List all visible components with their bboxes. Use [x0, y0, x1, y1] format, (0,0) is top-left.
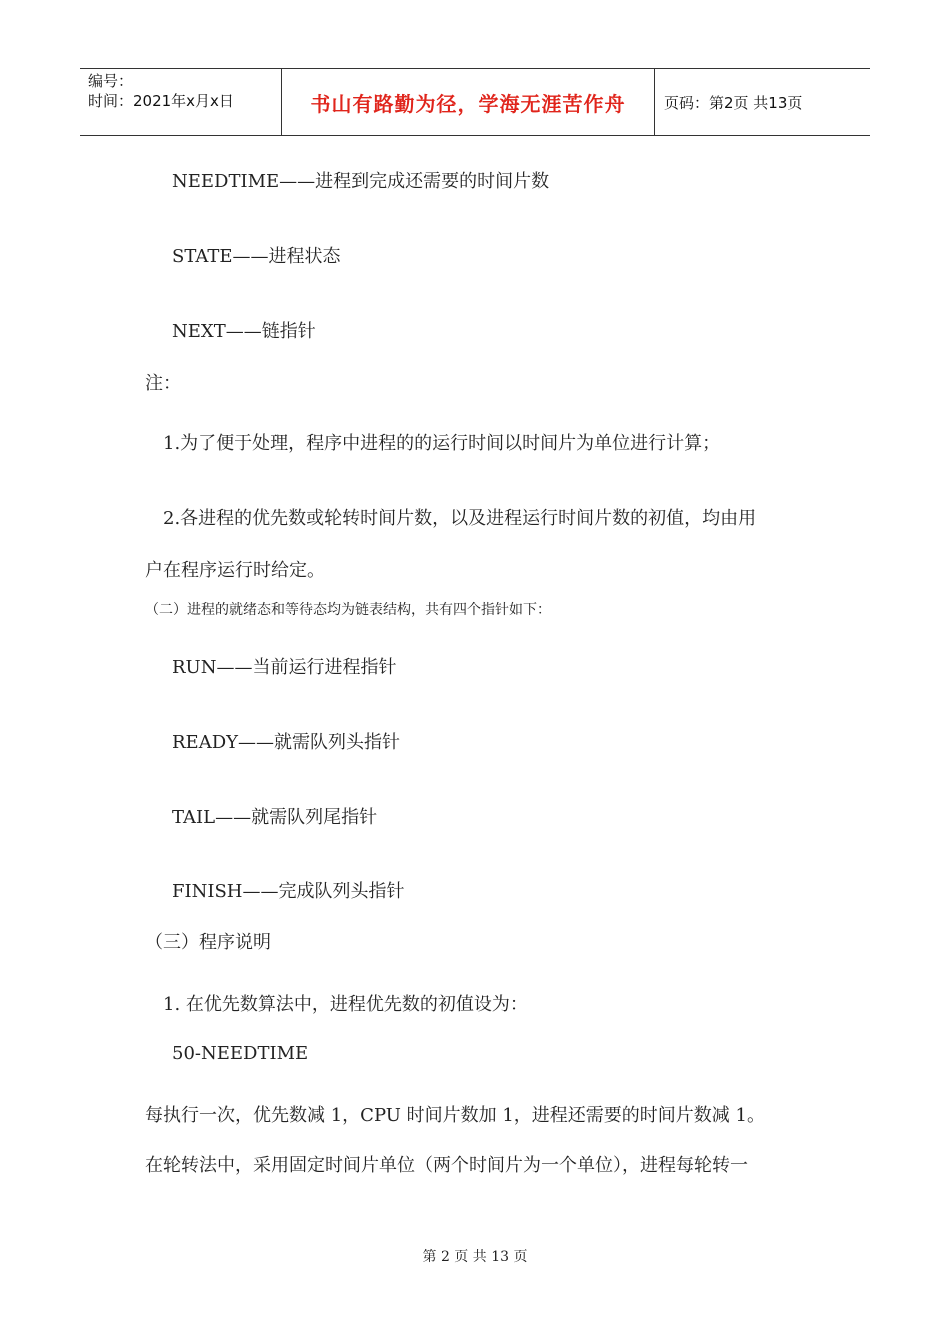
- header-meta-cell: [80, 69, 282, 135]
- pointer-run: RUN——当前运行进程指针: [172, 657, 397, 678]
- header-page-info: 页码：第2页 共13页: [664, 93, 803, 112]
- section-3-heading: （三）程序说明: [145, 932, 271, 953]
- note-item-2: 2.各进程的优先数或轮转时间片数，以及进程运行时间片数的初值，均由用: [163, 508, 757, 529]
- note-heading: 注：: [145, 373, 181, 394]
- field-next: NEXT——链指针: [172, 321, 316, 342]
- date-label: 时间：2021年x月x日: [88, 92, 234, 110]
- pointer-tail: TAIL——就需队列尾指针: [172, 807, 378, 828]
- priority-update-text: 每执行一次，优先数减 1，CPU 时间片数加 1，进程还需要的时间片数减 1。: [145, 1105, 765, 1126]
- pointer-ready: READY——就需队列头指针: [172, 732, 401, 753]
- field-needtime: NEEDTIME——进程到完成还需要的时间片数: [172, 171, 550, 192]
- page-footer: 第 2 页 共 13 页: [422, 1249, 528, 1265]
- document-header: [80, 68, 870, 136]
- round-robin-text: 在轮转法中，采用固定时间片单位（两个时间片为一个单位），进程每轮转一: [145, 1155, 748, 1176]
- header-motto: 书山有路勤为径，学海无涯苦作舟: [282, 69, 655, 135]
- note-item-1: 1.为了便于处理，程序中进程的的运行时间以时间片为单位进行计算；: [163, 433, 721, 454]
- pointer-finish: FINISH——完成队列头指针: [172, 881, 405, 902]
- field-state: STATE——进程状态: [172, 246, 341, 267]
- program-note-1: 1. 在优先数算法中，进程优先数的初值设为：: [163, 994, 528, 1015]
- priority-formula: 50-NEEDTIME: [172, 1043, 309, 1064]
- serial-number-label: 编号：: [88, 72, 134, 90]
- section-2-heading: （二）进程的就绪态和等待态均为链表结构，共有四个指针如下：: [145, 602, 551, 618]
- note-item-2-continued: 户在程序运行时给定。: [145, 560, 325, 581]
